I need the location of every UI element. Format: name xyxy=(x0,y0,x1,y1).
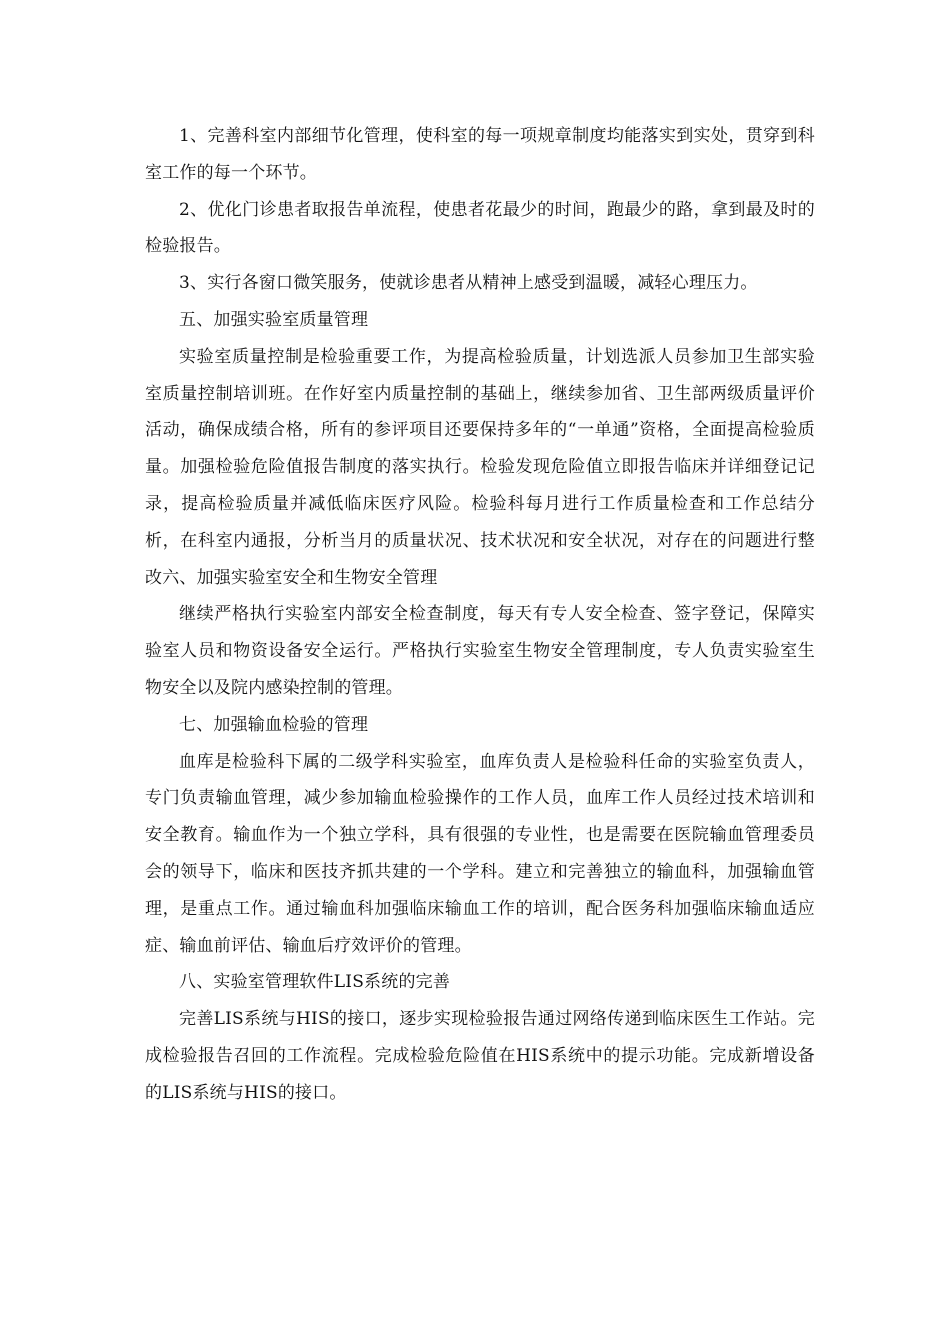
section-heading-7: 七、加强输血检验的管理 xyxy=(179,714,369,735)
paragraph-item-2: 2、优化门诊患者取报告单流程，使患者花最少的时间，跑最少的路，拿到最及时的检验报告。 xyxy=(145,199,815,257)
paragraph-safety: 继续严格执行实验室内部安全检查制度，每天有专人安全检查、签字登记，保障实验室人员和物资设备安全运行。严格执行实验室生物安全管理制度，专人负责实验室生物安全以及院内感染控制的管理。 xyxy=(145,604,815,698)
section-heading-5: 五、加强实验室质量管理 xyxy=(179,309,369,330)
paragraph-quality-control: 实验室质量控制是检验重要工作，为提高检验质量，计划选派人员参加卫生部实验室质量控制培训班。在作好室内质量控制的基础上，继续参加省、卫生部两级质量评价活动，确保成绩合格，所有的参评项目还要保持多年的“一单通”资格，全面提高检验质量。加强检验危险值报告制度的落实执行。检验发现危险值立即报告临床并详细登记记录，提高检验质量并减低临床医疗风险。检验科每月进行工作质量检查和工作总结分析，在科室内通报，分析当月的质量状况、技术状况和安全状况，对存在的问题进行整改六、加强实验室安全和生物安全管理 xyxy=(145,346,815,588)
document-body xyxy=(145,118,815,1112)
paragraph-item-3: 3、实行各窗口微笑服务，使就诊患者从精神上感受到温暖，减轻心理压力。 xyxy=(179,273,758,294)
paragraph-lis: 完善LIS系统与HIS的接口，逐步实现检验报告通过网络传递到临床医生工作站。完成检验报告召回的工作流程。完成检验危险值在HIS系统中的提示功能。完成新增设备的LIS系统与HIS的接口。 xyxy=(145,1009,815,1103)
paragraph-item-1: 1、完善科室内部细节化管理，使科室的每一项规章制度均能落实到实处，贯穿到科室工作的每一个环节。 xyxy=(145,126,815,183)
section-heading-8: 八、实验室管理软件LIS系统的完善 xyxy=(179,972,451,993)
paragraph-blood-bank: 血库是检验科下属的二级学科实验室，血库负责人是检验科任命的实验室负责人，专门负责输血管理，减少参加输血检验操作的工作人员，血库工作人员经过技术培训和安全教育。输血作为一个独立学科，具有很强的专业性，也是需要在医院输血管理委员会的领导下，临床和医技齐抓共建的一个学科。建立和完善独立的输血科，加强输血管理，是重点工作。通过输血科加强临床输血工作的培训，配合医务科加强临床输血适应症、输血前评估、输血后疗效评价的管理。 xyxy=(145,751,815,956)
